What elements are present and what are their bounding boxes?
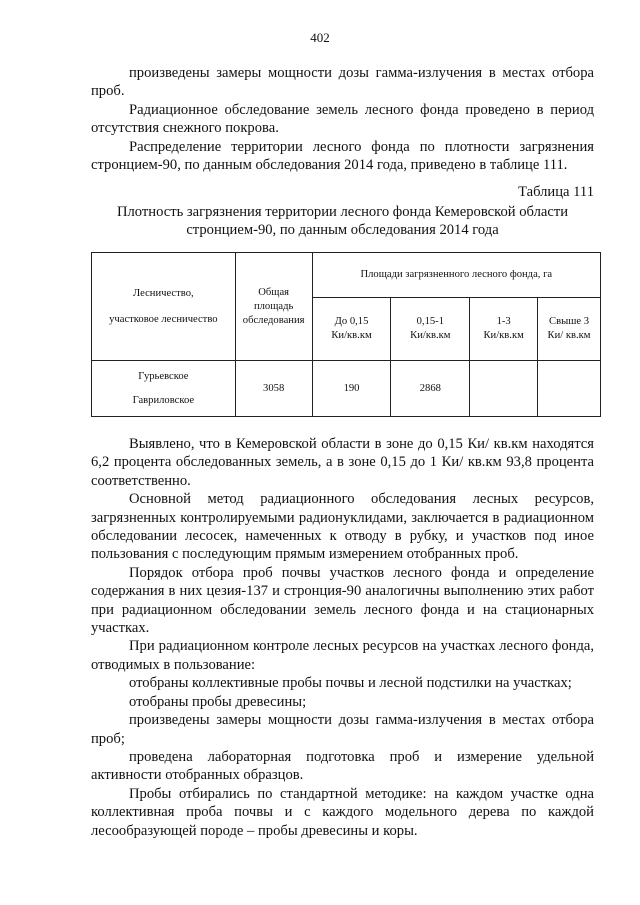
list-item: отобраны пробы древесины; (129, 693, 307, 710)
header-text: Ки/кв.км (331, 330, 372, 341)
paragraph: Порядок отбора проб почвы участков лесного фонда и определение содержания в них цезия-137 и стронция-90 аналогичны выполнению этих работ при радиационном обследовании земель лесного фонда и на стационарных участках. (91, 564, 594, 637)
contamination-table (91, 252, 601, 417)
header-text: Лесничество, (133, 287, 194, 299)
value-cell (470, 361, 538, 417)
list-item: произведены замеры мощности дозы гамма-излучения в местах отбора проб; (91, 712, 594, 747)
table-row (92, 361, 601, 417)
header-text: Ки/кв.км (483, 330, 524, 341)
header-text: Свыше 3 (549, 316, 590, 327)
header-range (470, 298, 538, 361)
header-text: 0,15-1 (416, 316, 444, 327)
paragraph: Пробы отбирались по стандартной методике: на каждом участке одна коллективная проба почвы и с каждого модельного дерева по каждой лесообразующей породе – пробы древесины и коры. (91, 785, 594, 839)
table-title (91, 203, 594, 240)
header-forestry (92, 253, 236, 361)
page-number: 402 (310, 30, 330, 45)
header-text: До 0,15 (334, 316, 369, 327)
value-cell (538, 361, 601, 417)
cell-text: Гавриловское (132, 394, 195, 406)
paragraph: При радиационном контроле лесных ресурсов на участках лесного фонда, отводимых в пользование: (91, 638, 594, 673)
total-area-cell: 3058 (235, 361, 312, 417)
paragraph: Радиационное обследование земель лесного фонда проведено в период отсутствия снежного покрова. (91, 101, 594, 137)
paragraph: Основной метод радиационного обследования лесных ресурсов, загрязненных контролируемыми радионуклидами, заключается в радиационном обследовании лесосек, намеченных к отводу в рубку, и участков под иное пользования с последующим прямым измерением отобранных проб. (91, 491, 594, 563)
paragraph: Выявлено, что в Кемеровской области в зоне до 0,15 Ки/ кв.км находятся 6,2 процента обследованных земель, а в зоне 0,15 до 1 Ки/ кв.км 93,8 процента соответственно. (91, 436, 594, 489)
header-range (312, 298, 391, 361)
paragraph: Распределение территории лесного фонда по плотности загрязнения стронцием-90, по данным обследования 2014 года, приведено в таблице 111. (91, 138, 594, 174)
intro-text (91, 64, 594, 174)
value-cell: 2868 (391, 361, 470, 417)
header-text: 1-3 (496, 316, 511, 327)
table-title-line: Плотность загрязнения территории лесного фонда Кемеровской области (116, 204, 569, 220)
header-text: участковое лесничество (109, 313, 218, 325)
main-text (91, 435, 594, 840)
header-total-area: Общая площадь обследования (235, 253, 312, 361)
list-item: отобраны коллективные пробы почвы и лесной подстилки на участках; (129, 675, 572, 692)
header-contaminated-area: Площади загрязненного лесного фонда, га (312, 253, 600, 298)
header-range (391, 298, 470, 361)
header-text: Ки/ кв.км (547, 330, 591, 341)
table-label: Таблица 111 (518, 184, 594, 200)
forestry-name (92, 361, 236, 417)
header-range (538, 298, 601, 361)
list-item: проведена лабораторная подготовка проб и измерение удельной активности отобранных образцов. (91, 748, 594, 784)
table-title-line: стронцием-90, по данным обследования 2014 года (186, 222, 499, 239)
cell-text: Гурьевское (138, 370, 189, 382)
header-text: Ки/кв.км (410, 330, 451, 341)
paragraph: произведены замеры мощности дозы гамма-излучения в местах отбора проб. (91, 65, 594, 100)
value-cell: 190 (312, 361, 391, 417)
